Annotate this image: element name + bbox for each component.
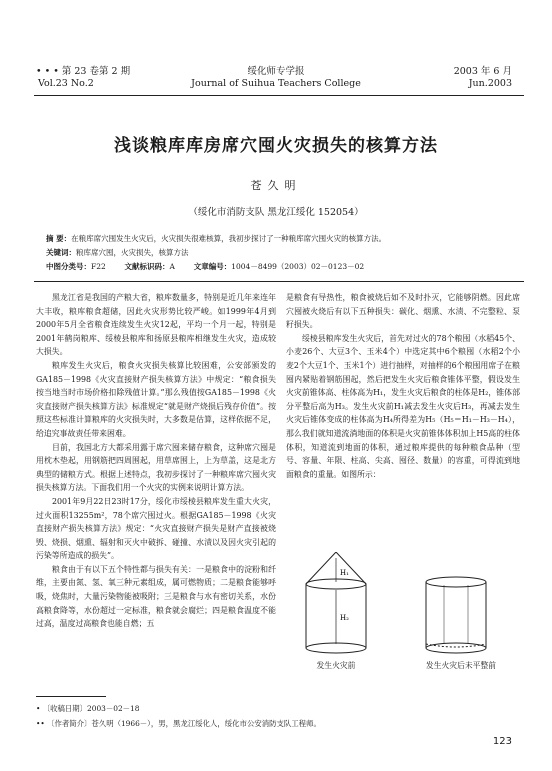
header-rule [34, 95, 524, 96]
keywords [46, 246, 516, 259]
doc-code-value: A [169, 262, 175, 271]
journal-name-en: Journal of Suihua Teachers College [191, 78, 361, 89]
paragraph: 黑龙江省是我国的产粮大省，粮库数量多，特别是近几年来连年大丰收，粮库粮食超储，因此火灾形势比较严峻。如1999年4月到2000年5月全省粮食连续发生火灾12起，平均一个月一起，特别是2001年鹤岗粮库、绥棱县粮库和扬原县粮库相继发生火灾，造成较大损失。 [36, 293, 276, 357]
label-h2: H₂ [340, 614, 349, 622]
silo-diagram [296, 552, 526, 660]
keywords-label: 关键词： [46, 248, 76, 257]
article-author: 苍久明 [250, 179, 302, 192]
paragraph: 是粮食有导热性，粮食被烧后如不及时扑灭，它能够阴燃。因此席穴囤被火烧后有以下五种损失：碳化、烟熏、水渍、不完整粒、泵籽损失。 [286, 293, 520, 330]
silo-figure [296, 552, 526, 672]
journal-date [454, 66, 512, 90]
silo-before-fire [306, 552, 366, 653]
right-column [286, 291, 520, 481]
clc-value: F22 [91, 262, 106, 271]
footnote-rule [36, 696, 106, 697]
date-en: Jun.2003 [468, 78, 512, 89]
article-title: 浅谈粮库库房席穴囤火灾损失的核算方法 [114, 136, 438, 156]
journal-name-cn: 绥化师专学报 [247, 66, 305, 77]
date-cn: 2003 年 6 月 [453, 66, 512, 77]
paragraph: 粮食由于有以下五个特性都与损失有关：一是粮食中的淀粉和纤维，主要由氮、氢、氧三种元素组成，属可燃物质；二是粮食能够呼吸，烧焦时，大量污染物能被吸附；三是粮食与水有密切关系，水份高粮食降等，水份超过一定标准，粮食就会腐烂；四是粮食温度不能过高，温度过高粮食也能自燃；五 [36, 564, 276, 629]
issue-cn: • • • 第 23 卷第 2 期 [36, 66, 131, 77]
silo-after-fire [426, 577, 486, 653]
clc-label: 中图分类号： [46, 262, 91, 271]
label-h1: H₁ [340, 569, 349, 577]
footnote-received: • 〔收稿日期〕2003－02－18 [36, 704, 140, 713]
abstract-text: 在粮库席穴囤发生火灾后，火灾损失很难核算，我初步探讨了一种粮库席穴囤火灾的核算方法。 [71, 234, 387, 243]
issue-en: Vol.23 No.2 [38, 78, 94, 89]
paragraph: 绥棱县粮库发生火灾后，首先对过火的78个粮囤（水稻45个、小麦26个、大豆3个、玉米4个）中选定其中6个粮囤（水稻2个小麦2个大豆1个、玉米1个）进行抽样，对抽样的6个粮囤用席子在粮囤内紧贴着钢筋围起，然后把发生火灾后粮食锥体平整，假设发生火灾前锥体高、柱体高为H₁，发生火灾后粮食的柱体是H₂，锥体部分平整后高为H₃。发生火灾前H₁减去发生火灾后H₃，再减去发生火灾后锥体变成的柱体高为H₄所得差为H₅（H₅＝H₁－H₃－H₄），那么我们就知道流淌地面的体积是火灾前锥体体积加上H5高的柱体体积，知道流到地面的体积，通过粮库提供的每种粮食品种（型号、容量、年限、柱高、尖高、囤径、数量）的容重，可得流到地面粮食的重量。如图所示： [286, 333, 520, 479]
page-number: 123 [492, 736, 512, 747]
caption-before: 发生火灾前 [316, 661, 356, 670]
abstract-label: 摘 要： [46, 234, 72, 243]
classification [46, 260, 516, 273]
article-id-value: 1004－8499（2003）02－0123－02 [231, 262, 365, 271]
paragraph: 粮库发生火灾后，粮食火灾损失核算比较困难，公安部颁发的GA185－1998《火灾直接财产损失核算方法》中规定：“粮食损失按当地当时市场价格扣除残值计算。”那么残值按GA185－1998《火灾直接财产损失核算方法》标准规定“就是财产烧损后残存价值”。按照这些标准计算粮库的火灾损失时，大多数是估算，这样依据不足，给追究事故责任带来困难。 [36, 360, 276, 438]
doc-code-label: 文献标识码： [124, 262, 170, 271]
article-id-label: 文章编号： [193, 262, 232, 271]
footnote-author: •• 〔作者简介〕苍久明（1966－），男，黑龙江绥化人，绥化市公安消防支队工程师。 [36, 719, 321, 728]
abstract-rule [34, 281, 524, 282]
keywords-text: 粮库席穴囤，火灾损失，核算方法 [76, 248, 189, 257]
caption-after: 发生火灾后未平整前 [425, 661, 497, 670]
abstract [46, 232, 516, 245]
paragraph: 目前，我国北方大都采用露于席穴囤来储存粮食，这种席穴囤是用枕木垫起，用钢筋把四周围起，用草席围上，上为草盖，这是北方典型的储粮方式。根据上述特点，我初步探讨了一种粮库席穴囤火灾损失核算方法。下面我们用一个火灾的实例来说明计算方法。 [36, 442, 276, 493]
article-affiliation: （绥化市消防支队 黑龙江绥化 152054） [188, 207, 364, 218]
paragraph: 2001年9月22日23时17分，绥化市绥棱县粮库发生重大火灾，过火面积13255m²，78个席穴囤过火。根据GA185－1998《火灾直接财产损失核算方法》规定：“火灾直接财产损失是财产直接被烧毁、烧损、烟熏、辐射和灭火中破拆、碰撞、水渍以及因火灾引起的污染等所造成的损失”。 [36, 496, 276, 561]
left-column [36, 291, 276, 631]
